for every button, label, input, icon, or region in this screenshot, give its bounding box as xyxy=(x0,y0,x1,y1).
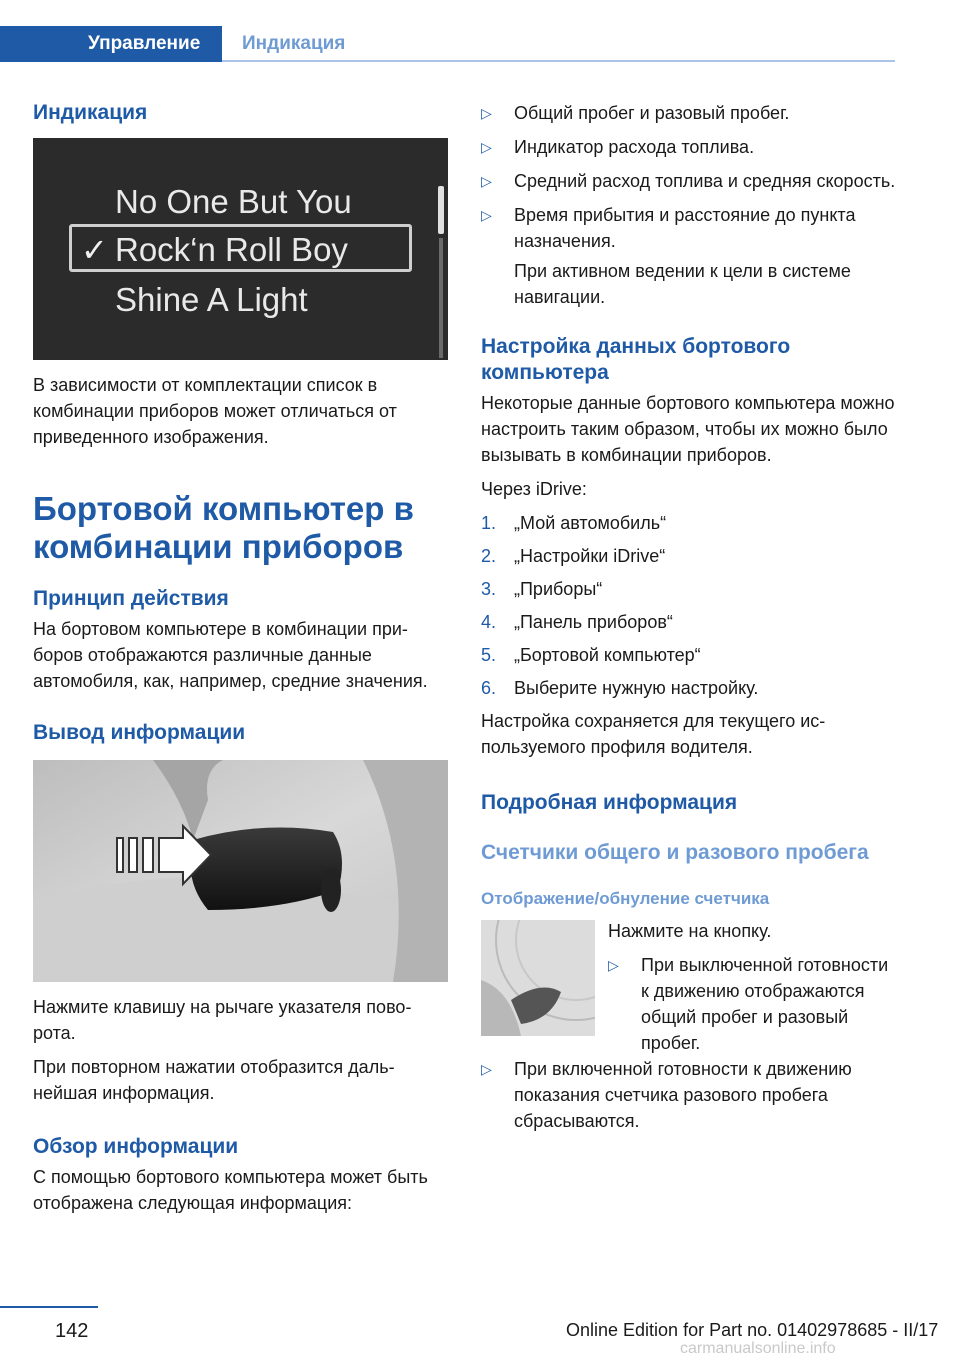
list-item: ▷ При выключенной готовности к движению отображаются общий пробег и разовый пробег. xyxy=(608,952,898,1056)
triangle-bullet-icon: ▷ xyxy=(481,105,492,121)
reset-list-inline xyxy=(608,952,898,1064)
turn-signal-lever-image xyxy=(33,760,448,982)
output-text-2: При повторном нажатии отобразится дальнейшая информация. xyxy=(33,1057,395,1103)
tab-underline xyxy=(222,60,895,62)
reset-block xyxy=(481,920,896,1053)
odometer-button-image xyxy=(481,920,595,1036)
saved-text: Настройка сохраняется для текущего используемого профиля водителя. xyxy=(481,711,826,757)
instrument-cluster-screen-image xyxy=(33,138,448,360)
page-number: 142 xyxy=(55,1320,89,1342)
triangle-bullet-icon: ▷ xyxy=(481,207,492,223)
list-item: 5. „Бортовой компьютер“ xyxy=(481,645,701,665)
screen-scroll-track xyxy=(439,238,443,358)
via-idrive: Через iDrive: xyxy=(481,479,587,499)
overview-title: Обзор информации xyxy=(33,1135,239,1158)
left-column xyxy=(33,100,448,1216)
overview-text: С помощью бортового компьютера может быть отображена следующая информация: xyxy=(33,1167,428,1213)
edition-text: Online Edition for Part no. 01402978685 - II/17 xyxy=(566,1320,939,1340)
details-title: Подробная информация xyxy=(481,791,738,814)
steps-list xyxy=(481,510,896,701)
reset-list xyxy=(481,1056,896,1134)
lever-illustration xyxy=(33,760,448,982)
indication-text: В зависимости от комплектации список в комбинации приборов может отличаться от приведенного изображения. xyxy=(33,375,397,447)
info-list xyxy=(481,100,896,254)
tab-controls[interactable]: Управление xyxy=(0,26,222,62)
settings-title: Настройка данных бортового компьютера xyxy=(481,335,791,384)
principle-title: Принцип действия xyxy=(33,587,229,610)
reset-title: Отображение/обнуление счетчика xyxy=(481,889,770,908)
list-item: 2. „Настройки iDrive“ xyxy=(481,546,666,566)
output-text-1: Нажмите клавишу на рычаге указателя поворота. xyxy=(33,997,412,1043)
list-item: ▷ Время прибытия и расстояние до пункта назначения. xyxy=(481,202,896,254)
header-tabs xyxy=(0,26,895,62)
screen-song-1: No One But You xyxy=(115,183,352,220)
screen-scroll-thumb xyxy=(438,186,444,234)
triangle-bullet-icon: ▷ xyxy=(481,173,492,189)
tab-displays[interactable]: Индикация xyxy=(242,33,346,54)
indication-title: Индикация xyxy=(33,101,148,124)
list-item: 4. „Панель приборов“ xyxy=(481,612,673,632)
list-item: ▷ Общий пробег и разовый пробег. xyxy=(481,100,896,126)
button-illustration xyxy=(481,920,595,1036)
list-item: 3. „Приборы“ xyxy=(481,579,603,599)
list-item: 6. Выберите нужную настройку. xyxy=(481,678,759,698)
press-button-text: Нажмите на кнопку. xyxy=(608,921,772,941)
screen-song-3: Shine A Light xyxy=(115,281,308,318)
output-title: Вывод информации xyxy=(33,721,246,744)
list-item: ▷ Средний расход топлива и средняя скорость. xyxy=(481,168,896,194)
settings-text: Некоторые данные бортового компьютера можно настроить таким образом, чтобы их можно было вызывать в комбинации приборов. xyxy=(481,393,895,465)
check-icon: ✓ xyxy=(81,232,108,268)
navigation-note: При активном ведении к цели в системе навигации. xyxy=(514,261,851,307)
onboard-computer-title-line1: Бортовой компьютер в xyxy=(33,490,414,527)
list-item: ▷ При включенной готовности к движению показания счетчика разового пробега сбрасываются. xyxy=(481,1056,896,1134)
screen-song-2: Rock‘n Roll Boy xyxy=(115,231,348,268)
triangle-bullet-icon: ▷ xyxy=(608,957,619,973)
onboard-computer-title-line2: комбинации приборов xyxy=(33,528,404,565)
triangle-bullet-icon: ▷ xyxy=(481,1061,492,1077)
triangle-bullet-icon: ▷ xyxy=(481,139,492,155)
watermark: carmanualsonline.info xyxy=(680,1340,836,1357)
list-item: 1. „Мой автомобиль“ xyxy=(481,513,667,533)
list-item: ▷ Индикатор расхода топлива. xyxy=(481,134,896,160)
right-column xyxy=(481,100,896,1142)
principle-text: На бортовом компьютере в комбинации приборов отображаются различные данные автомобиля, как, например, средние значения. xyxy=(33,619,428,691)
footer-line xyxy=(0,1306,98,1308)
odometer-title: Счетчики общего и разового пробега xyxy=(481,841,869,864)
